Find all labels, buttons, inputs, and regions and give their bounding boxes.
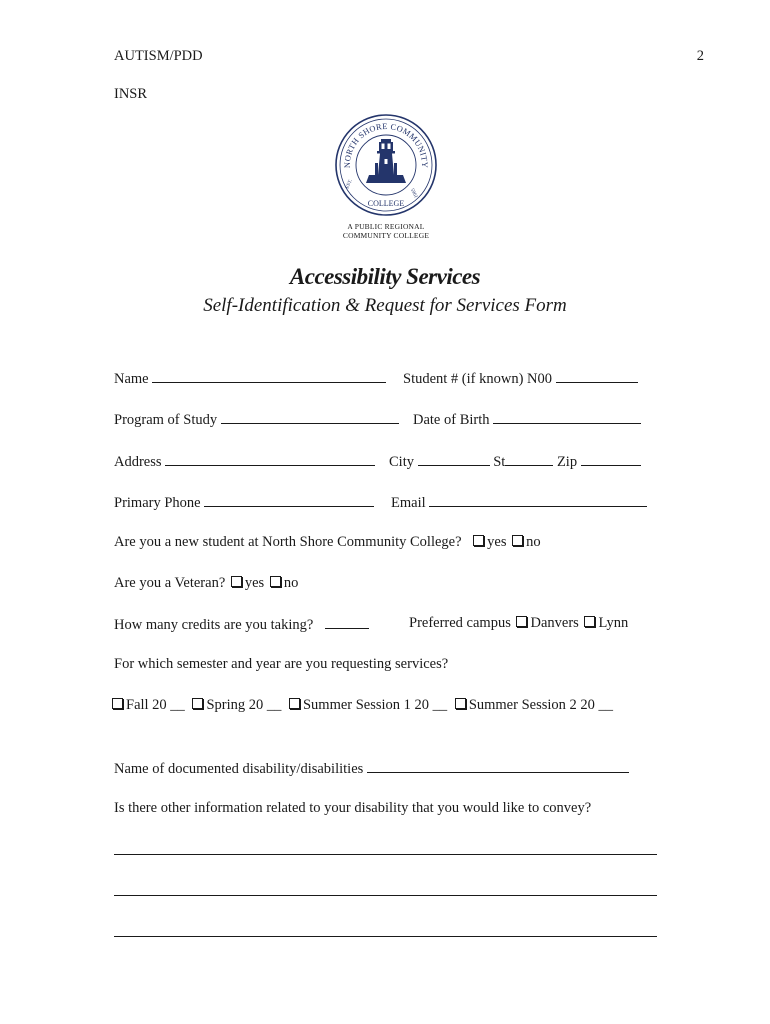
- city-row: [389, 452, 641, 471]
- program-label: Program of Study: [114, 412, 218, 428]
- other-info-line-2[interactable]: [114, 895, 657, 896]
- form-subtitle: Self-Identification & Request for Services Form: [203, 295, 567, 316]
- summer2-checkbox[interactable]: [455, 698, 466, 709]
- new-student-no-label: no: [526, 534, 541, 550]
- credits-field[interactable]: [325, 615, 369, 629]
- lighthouse-icon: [366, 139, 406, 183]
- seal-year-text: 1965: [411, 187, 420, 199]
- dob-label: Date of Birth: [413, 412, 490, 428]
- student-number-label: Student # (if known) N00: [403, 371, 553, 387]
- veteran-no-checkbox[interactable]: [270, 576, 281, 587]
- student-number-row: [403, 369, 638, 388]
- veteran-no-label: no: [283, 575, 299, 591]
- disability-label: Name of documented disability/disabilities: [114, 761, 364, 777]
- spring-label: Spring 20 __: [206, 697, 282, 713]
- other-info-question: Is there other information related to your disability that you would like to convey?: [114, 800, 592, 816]
- veteran-label: Are you a Veteran?: [114, 575, 226, 591]
- program-row: [114, 410, 399, 429]
- spring-checkbox[interactable]: [192, 698, 203, 709]
- address-field[interactable]: [165, 452, 375, 466]
- disability-row: [114, 759, 629, 778]
- dob-field[interactable]: [493, 410, 641, 424]
- name-row: [114, 369, 386, 388]
- zip-field[interactable]: [581, 452, 641, 466]
- veteran-question: [114, 575, 298, 592]
- name-label: Name: [114, 371, 149, 387]
- veteran-yes-label: yes: [244, 575, 265, 591]
- veteran-yes-checkbox[interactable]: [231, 576, 242, 587]
- seal-name-text: NORTH SHORE COMMUNITY: [342, 121, 430, 169]
- dob-row: [413, 410, 641, 429]
- form-title: Accessibility Services: [289, 264, 481, 289]
- student-number-field[interactable]: [556, 369, 638, 383]
- credits-label: How many credits are you taking?: [114, 617, 314, 633]
- email-label: Email: [391, 495, 426, 511]
- city-label: City: [389, 454, 414, 470]
- campus-danvers-label: Danvers: [530, 615, 579, 631]
- email-row: [391, 493, 647, 512]
- page-number: 2: [696, 48, 704, 64]
- other-info-line-1[interactable]: [114, 854, 657, 855]
- email-field[interactable]: [429, 493, 647, 507]
- campus-lynn-checkbox[interactable]: [584, 616, 595, 627]
- new-student-yes-label: yes: [487, 534, 507, 550]
- zip-label: Zip: [556, 454, 578, 470]
- campus-label: Preferred campus: [409, 615, 511, 631]
- other-info-line-3[interactable]: [114, 936, 657, 937]
- program-field[interactable]: [221, 410, 399, 424]
- summer2-label: Summer Session 2 20 __: [468, 697, 614, 713]
- phone-label: Primary Phone: [114, 495, 201, 511]
- fall-label: Fall 20 __: [126, 697, 185, 713]
- summer1-checkbox[interactable]: [289, 698, 300, 709]
- college-seal-logo: [334, 113, 438, 217]
- address-label: Address: [114, 454, 162, 470]
- campus-row: [409, 615, 628, 632]
- tagline-line-1: A PUBLIC REGIONAL: [347, 222, 425, 231]
- new-student-yes-checkbox[interactable]: [473, 535, 484, 546]
- summer1-label: Summer Session 1 20 __: [302, 697, 448, 713]
- new-student-no-checkbox[interactable]: [512, 535, 523, 546]
- campus-lynn-label: Lynn: [598, 615, 629, 631]
- address-row: [114, 452, 375, 471]
- seal-est-text: EST.: [345, 178, 354, 190]
- college-tagline: [336, 222, 436, 240]
- campus-danvers-checkbox[interactable]: [516, 616, 527, 627]
- semester-question: For which semester and year are you requesting services?: [114, 656, 449, 672]
- city-field[interactable]: [418, 452, 490, 466]
- tagline-line-2: COMMUNITY COLLEGE: [342, 231, 430, 240]
- new-student-label: Are you a new student at North Shore Community College?: [114, 534, 462, 550]
- credits-row: [114, 615, 369, 634]
- fall-checkbox[interactable]: [112, 698, 123, 709]
- phone-row: [114, 493, 374, 512]
- state-label: St: [493, 454, 506, 470]
- new-student-question: [114, 534, 541, 551]
- seal-college-text: COLLEGE: [367, 199, 405, 208]
- name-field[interactable]: [152, 369, 386, 383]
- disability-field[interactable]: [367, 759, 629, 773]
- running-head: AUTISM/PDD: [114, 48, 203, 64]
- state-field[interactable]: [505, 452, 553, 466]
- semester-options: [112, 697, 613, 714]
- phone-field[interactable]: [204, 493, 374, 507]
- form-code: INSR: [114, 86, 148, 102]
